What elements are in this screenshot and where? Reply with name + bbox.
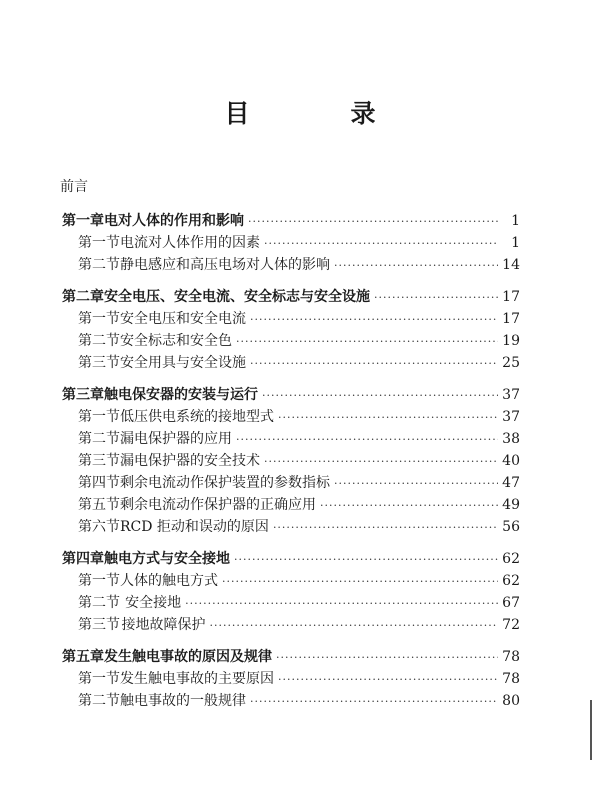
chapter-title: 电对人体的作用和影响 — [104, 213, 244, 229]
toc-chapter-5 — [62, 646, 520, 712]
section-entry — [62, 472, 520, 494]
page-number: 62 — [502, 551, 520, 567]
section-label: 第六节 — [78, 519, 120, 535]
page-number: 72 — [502, 617, 520, 633]
section-title: 静电感应和高压电场对人体的影响 — [120, 257, 330, 273]
section-title: 安全用具与安全设施 — [120, 355, 246, 371]
section-entry — [62, 570, 520, 592]
dot-leader — [236, 335, 498, 348]
chapter-label: 第二章 — [62, 289, 104, 305]
chapter-label: 第一章 — [62, 213, 104, 229]
section-label: 第五节 — [78, 497, 120, 513]
section-label: 第二节 — [78, 431, 120, 447]
section-label: 第一节 — [78, 409, 120, 425]
section-label: 第三节 — [78, 453, 120, 469]
toc-chapter-3 — [62, 384, 520, 538]
section-label: 第一节 — [78, 235, 120, 251]
section-entry — [62, 308, 520, 330]
dot-leader — [264, 237, 498, 250]
section-entry — [62, 352, 520, 374]
section-title: 安全接地 — [125, 595, 182, 611]
chapter-title: 发生触电事故的原因及规律 — [104, 649, 272, 665]
section-entry — [62, 668, 520, 690]
dot-leader — [248, 215, 498, 228]
page-number: 14 — [502, 257, 520, 273]
page-edge-shadow — [590, 700, 592, 760]
section-label: 第四节 — [78, 475, 120, 491]
section-title: 电流对人体作用的因素 — [120, 235, 260, 251]
section-title: 人体的触电方式 — [120, 573, 218, 589]
dot-leader — [278, 673, 498, 686]
dot-leader — [264, 455, 498, 468]
page-number: 62 — [502, 573, 520, 589]
section-label: 第二节 — [78, 595, 120, 611]
page-number: 37 — [502, 387, 520, 403]
page-number: 37 — [502, 409, 520, 425]
dot-leader — [185, 597, 498, 610]
section-entry — [62, 254, 520, 276]
dot-leader — [334, 259, 498, 272]
dot-leader — [320, 499, 498, 512]
section-entry — [62, 330, 520, 352]
dot-leader — [374, 291, 498, 304]
section-title: 低压供电系统的接地型式 — [120, 409, 274, 425]
page-number: 38 — [502, 431, 520, 447]
chapter-heading — [62, 210, 520, 232]
dot-leader — [273, 521, 498, 534]
dot-leader — [234, 553, 498, 566]
chapter-label: 第四章 — [62, 551, 104, 567]
chapter-label: 第三章 — [62, 387, 104, 403]
page-number: 80 — [502, 693, 520, 709]
section-label: 第一节 — [78, 671, 120, 687]
section-title: 发生触电事故的主要原因 — [120, 671, 274, 687]
section-entry — [62, 494, 520, 516]
section-entry — [62, 428, 520, 450]
section-title: 安全标志和安全色 — [120, 333, 232, 349]
page-number: 67 — [502, 595, 520, 611]
section-entry — [62, 232, 520, 254]
table-of-contents — [62, 210, 520, 722]
page-number: 19 — [502, 333, 520, 349]
chapter-title: 触电保安器的安装与运行 — [104, 387, 258, 403]
section-entry — [62, 450, 520, 472]
page-number: 40 — [502, 453, 520, 469]
page-number: 17 — [502, 289, 520, 305]
chapter-heading — [62, 548, 520, 570]
page-number: 47 — [502, 475, 520, 491]
page-number: 78 — [502, 649, 520, 665]
dot-leader — [209, 619, 498, 632]
page-number: 49 — [502, 497, 520, 513]
section-title: 剩余电流动作保护装置的参数指标 — [120, 475, 330, 491]
section-label: 第一节 — [78, 311, 120, 327]
dot-leader — [250, 695, 498, 708]
section-label: 第一节 — [78, 573, 120, 589]
section-title: 漏电保护器的应用 — [120, 431, 232, 447]
chapter-label: 第五章 — [62, 649, 104, 665]
section-label: 第二节 — [78, 693, 120, 709]
chapter-title: 触电方式与安全接地 — [104, 551, 230, 567]
section-title: 漏电保护器的安全技术 — [120, 453, 260, 469]
dot-leader — [276, 651, 498, 664]
dot-leader — [334, 477, 498, 490]
section-title: 剩余电流动作保护器的正确应用 — [120, 497, 316, 513]
chapter-title: 安全电压、安全电流、安全标志与安全设施 — [104, 289, 370, 305]
toc-chapter-4 — [62, 548, 520, 636]
toc-chapter-2 — [62, 286, 520, 374]
section-entry — [62, 614, 520, 636]
section-entry — [62, 592, 520, 614]
toc-preface: 前言 — [60, 179, 88, 195]
page-number: 1 — [511, 235, 520, 251]
dot-leader — [222, 575, 498, 588]
dot-leader — [278, 411, 498, 424]
section-entry — [62, 406, 520, 428]
page-number: 17 — [502, 311, 520, 327]
page-number: 78 — [502, 671, 520, 687]
chapter-heading — [62, 286, 520, 308]
page-number: 25 — [502, 355, 520, 371]
toc-chapter-1 — [62, 210, 520, 276]
section-title: 安全电压和安全电流 — [120, 311, 246, 327]
dot-leader — [250, 313, 498, 326]
section-title: 触电事故的一般规律 — [120, 693, 246, 709]
section-entry — [62, 516, 520, 538]
section-label: 第三节 — [78, 355, 120, 371]
dot-leader — [236, 433, 498, 446]
section-label: 第三节 — [78, 617, 120, 633]
chapter-heading — [62, 384, 520, 406]
page-number: 1 — [511, 213, 520, 229]
page-title: 目 录 — [224, 99, 414, 128]
section-title: RCD 拒动和误动的原因 — [120, 519, 269, 535]
dot-leader — [250, 357, 498, 370]
section-label: 第二节 — [78, 257, 120, 273]
section-label: 第二节 — [78, 333, 120, 349]
section-title: 接地故障保护 — [121, 617, 206, 633]
page-number: 56 — [502, 519, 520, 535]
dot-leader — [262, 389, 498, 402]
section-entry — [62, 690, 520, 712]
chapter-heading — [62, 646, 520, 668]
